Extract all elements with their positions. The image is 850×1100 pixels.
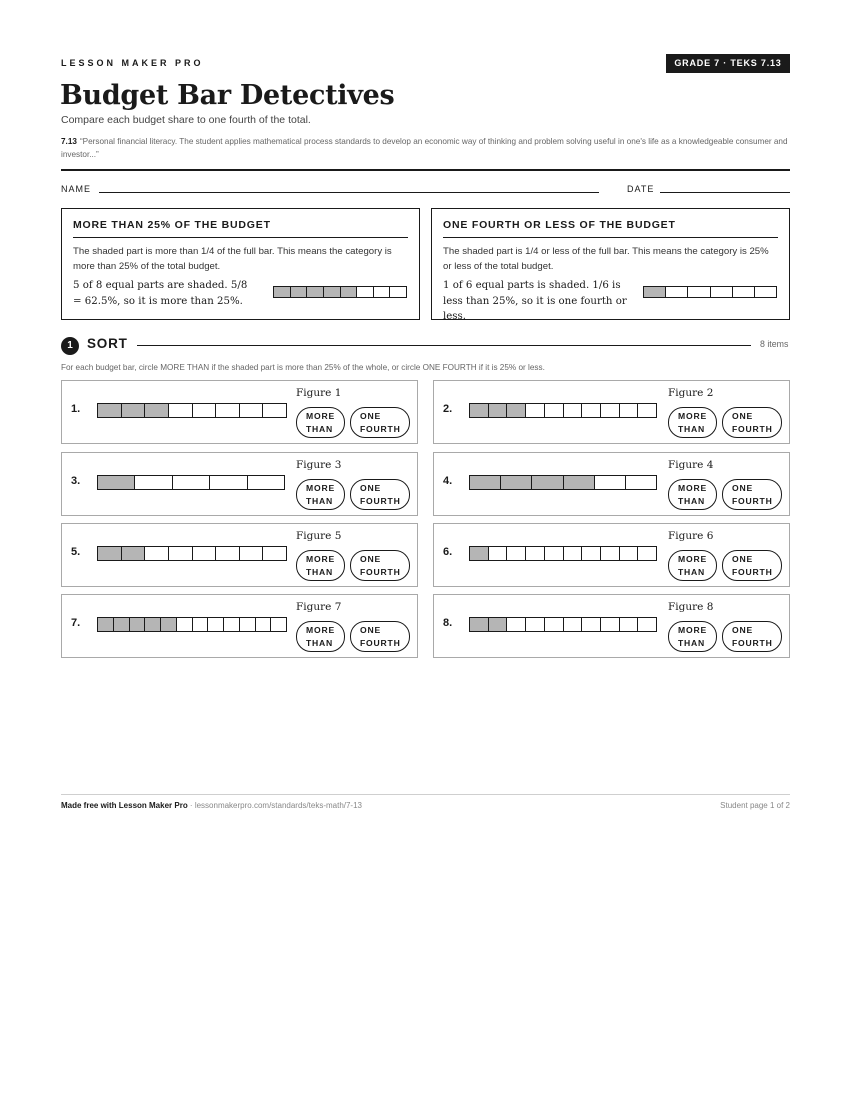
item-number: 8.	[443, 617, 453, 629]
unshaded-part	[526, 547, 545, 560]
unshaded-part	[169, 404, 193, 417]
unshaded-part	[601, 618, 620, 631]
sort-item-7	[61, 594, 418, 658]
figure-label: Figure 8	[668, 601, 714, 613]
unshaded-part	[545, 547, 564, 560]
sort-item-6	[433, 523, 790, 587]
choice-line: ONE	[732, 625, 754, 635]
budget-bar	[469, 546, 657, 561]
unshaded-part	[169, 547, 193, 560]
budget-bar	[469, 403, 657, 418]
definition-example: 1 of 6 equal parts is shaded. 1/6 is less than 25%, so it is one fourth or less.	[443, 280, 627, 322]
unshaded-part	[755, 287, 776, 297]
standard-code: 7.13	[61, 137, 77, 146]
choice-line: MORE	[678, 625, 707, 635]
header-divider	[61, 169, 790, 171]
item-number: 7.	[71, 617, 81, 629]
shaded-part	[489, 404, 508, 417]
budget-bar	[469, 617, 657, 632]
unshaded-part	[564, 618, 583, 631]
choice-line: ONE	[360, 625, 382, 635]
one-fourth-choice[interactable]	[722, 621, 782, 652]
unshaded-part	[526, 404, 545, 417]
unshaded-part	[357, 287, 374, 297]
section-title: SORT	[87, 336, 128, 351]
shaded-part	[98, 547, 122, 560]
shaded-part	[114, 618, 130, 631]
unshaded-part	[240, 547, 264, 560]
footer-made-with: Made free with Lesson Maker Pro	[61, 801, 188, 810]
more-than-choice[interactable]	[668, 621, 717, 652]
footer-divider	[61, 794, 790, 795]
choice-line: MORE	[306, 483, 335, 493]
definition-title: ONE FOURTH OR LESS OF THE BUDGET	[443, 219, 778, 238]
unshaded-part	[173, 476, 210, 489]
unshaded-part	[193, 547, 217, 560]
sort-instructions: For each budget bar, circle MORE THAN if the shaded part is more than 25% of the whole, or circle ONE FOURTH if it is 25% or less.	[61, 363, 545, 372]
sort-item-1	[61, 380, 418, 444]
one-fourth-choice[interactable]	[350, 407, 410, 438]
shaded-part	[341, 287, 358, 297]
footer-url: · lessonmakerpro.com/standards/teks-math/7-13	[187, 801, 362, 810]
standard-text: “Personal financial literacy. The student applies mathematical process standards to develop an economic way of thinking and problem solving useful in one's life as a knowledgeable consumer and investor...”	[61, 137, 788, 159]
date-label: DATE	[627, 184, 655, 194]
brand-name: LESSON MAKER PRO	[61, 58, 204, 68]
unshaded-part	[374, 287, 391, 297]
choice-line: FOURTH	[360, 566, 401, 577]
choice-line: FOURTH	[732, 423, 773, 434]
shaded-part	[130, 618, 146, 631]
unshaded-part	[248, 476, 284, 489]
unshaded-part	[638, 547, 656, 560]
choice-line: FOURTH	[360, 423, 401, 434]
figure-label: Figure 6	[668, 530, 714, 542]
shaded-part	[324, 287, 341, 297]
choice-line: FOURTH	[732, 495, 773, 506]
unshaded-part	[271, 618, 286, 631]
shaded-part	[291, 287, 308, 297]
sort-item-5	[61, 523, 418, 587]
choice-line: FOURTH	[360, 637, 401, 648]
unshaded-part	[601, 547, 620, 560]
unshaded-part	[507, 547, 526, 560]
unshaded-part	[545, 404, 564, 417]
example-budget-bar	[273, 286, 407, 298]
budget-bar	[97, 475, 285, 490]
unshaded-part	[620, 404, 639, 417]
sort-item-4	[433, 452, 790, 516]
section-number: 1	[61, 337, 79, 355]
unshaded-part	[193, 404, 217, 417]
one-fourth-choice[interactable]	[722, 407, 782, 438]
one-fourth-choice[interactable]	[722, 479, 782, 510]
page-title: Budget Bar Detectives	[60, 80, 395, 111]
figure-label: Figure 7	[296, 601, 342, 613]
name-field[interactable]	[99, 192, 599, 193]
item-number: 3.	[71, 475, 81, 487]
one-fourth-choice[interactable]	[722, 550, 782, 581]
unshaded-part	[620, 618, 639, 631]
shaded-part	[470, 404, 489, 417]
unshaded-part	[240, 618, 256, 631]
definition-title: MORE THAN 25% OF THE BUDGET	[73, 219, 408, 238]
figure-label: Figure 1	[296, 387, 342, 399]
choice-line: THAN	[306, 495, 334, 506]
choice-line: ONE	[732, 483, 754, 493]
figure-label: Figure 5	[296, 530, 342, 542]
choice-line: ONE	[732, 411, 754, 421]
footer-credit	[61, 801, 362, 810]
one-fourth-choice[interactable]	[350, 621, 410, 652]
unshaded-part	[193, 618, 209, 631]
definition-more-than	[61, 208, 420, 320]
shaded-part	[98, 476, 135, 489]
item-number: 4.	[443, 475, 453, 487]
shaded-part	[307, 287, 324, 297]
unshaded-part	[620, 547, 639, 560]
definition-one-fourth	[431, 208, 790, 320]
unshaded-part	[638, 404, 656, 417]
budget-bar	[97, 617, 287, 632]
shaded-part	[489, 618, 508, 631]
unshaded-part	[224, 618, 240, 631]
unshaded-part	[626, 476, 656, 489]
unshaded-part	[638, 618, 656, 631]
unshaded-part	[601, 404, 620, 417]
choice-line: THAN	[678, 637, 706, 648]
shaded-part	[470, 476, 501, 489]
unshaded-part	[135, 476, 172, 489]
item-number: 6.	[443, 546, 453, 558]
choice-line: FOURTH	[732, 637, 773, 648]
shaded-part	[98, 404, 122, 417]
choice-line: THAN	[678, 495, 706, 506]
shaded-part	[470, 547, 489, 560]
item-number: 2.	[443, 403, 453, 415]
grade-badge: GRADE 7 · TEKS 7.13	[666, 54, 790, 73]
figure-label: Figure 3	[296, 459, 342, 471]
more-than-choice[interactable]	[668, 479, 717, 510]
date-field[interactable]	[660, 192, 790, 193]
shaded-part	[161, 618, 177, 631]
choice-line: ONE	[360, 554, 382, 564]
unshaded-part	[216, 404, 240, 417]
shaded-part	[145, 618, 161, 631]
unshaded-part	[711, 287, 733, 297]
choice-line: ONE	[360, 483, 382, 493]
choice-line: MORE	[306, 625, 335, 635]
sort-item-8	[433, 594, 790, 658]
unshaded-part	[564, 547, 583, 560]
budget-bar	[97, 403, 287, 418]
figure-label: Figure 2	[668, 387, 714, 399]
choice-line: ONE	[732, 554, 754, 564]
choice-line: FOURTH	[732, 566, 773, 577]
one-fourth-choice[interactable]	[350, 479, 410, 510]
shaded-part	[470, 618, 489, 631]
unshaded-part	[240, 404, 264, 417]
example-budget-bar	[643, 286, 777, 298]
budget-bar	[97, 546, 287, 561]
unshaded-part	[256, 618, 272, 631]
page-subtitle: Compare each budget share to one fourth of the total.	[61, 114, 311, 126]
choice-line: THAN	[678, 566, 706, 577]
footer-page-number: Student page 1 of 2	[720, 801, 790, 810]
unshaded-part	[595, 476, 626, 489]
shaded-part	[98, 618, 114, 631]
choice-line: THAN	[306, 423, 334, 434]
unshaded-part	[145, 547, 169, 560]
unshaded-part	[507, 618, 526, 631]
shaded-part	[145, 404, 169, 417]
choice-line: THAN	[306, 566, 334, 577]
unshaded-part	[733, 287, 755, 297]
unshaded-part	[263, 404, 286, 417]
more-than-choice[interactable]	[296, 621, 345, 652]
definition-example: 5 of 8 equal parts are shaded. 5/8 = 62.5%, so it is more than 25%.	[73, 280, 248, 307]
shaded-part	[122, 547, 146, 560]
more-than-choice[interactable]	[296, 550, 345, 581]
unshaded-part	[489, 547, 508, 560]
shaded-part	[644, 287, 666, 297]
shaded-part	[501, 476, 532, 489]
shaded-part	[564, 476, 595, 489]
more-than-choice[interactable]	[668, 550, 717, 581]
figure-label: Figure 4	[668, 459, 714, 471]
unshaded-part	[390, 287, 406, 297]
item-count: 8 items	[760, 339, 789, 349]
shaded-part	[532, 476, 563, 489]
choice-line: MORE	[678, 411, 707, 421]
choice-line: THAN	[678, 423, 706, 434]
budget-bar	[469, 475, 657, 490]
item-number: 5.	[71, 546, 81, 558]
choice-line: THAN	[306, 637, 334, 648]
unshaded-part	[582, 547, 601, 560]
one-fourth-choice[interactable]	[350, 550, 410, 581]
more-than-choice[interactable]	[296, 479, 345, 510]
definition-text: The shaded part is more than 1/4 of the full bar. This means the category is more than 25% of the total budget.	[73, 246, 392, 272]
unshaded-part	[263, 547, 286, 560]
unshaded-part	[688, 287, 710, 297]
choice-line: MORE	[678, 483, 707, 493]
unshaded-part	[666, 287, 688, 297]
item-number: 1.	[71, 403, 81, 415]
unshaded-part	[564, 404, 583, 417]
standard-description	[61, 135, 791, 161]
choice-line: ONE	[360, 411, 382, 421]
choice-line: MORE	[678, 554, 707, 564]
choice-line: MORE	[306, 554, 335, 564]
section-divider	[137, 345, 751, 346]
sort-item-3	[61, 452, 418, 516]
more-than-choice[interactable]	[296, 407, 345, 438]
unshaded-part	[545, 618, 564, 631]
shaded-part	[122, 404, 146, 417]
choice-line: FOURTH	[360, 495, 401, 506]
unshaded-part	[526, 618, 545, 631]
unshaded-part	[582, 404, 601, 417]
unshaded-part	[177, 618, 193, 631]
sort-item-2	[433, 380, 790, 444]
more-than-choice[interactable]	[668, 407, 717, 438]
choice-line: MORE	[306, 411, 335, 421]
shaded-part	[507, 404, 526, 417]
shaded-part	[274, 287, 291, 297]
unshaded-part	[582, 618, 601, 631]
unshaded-part	[216, 547, 240, 560]
unshaded-part	[210, 476, 247, 489]
name-label: NAME	[61, 184, 92, 194]
definition-text: The shaded part is 1/4 or less of the full bar. This means the category is 25% or less of the total budget.	[443, 246, 769, 272]
unshaded-part	[208, 618, 224, 631]
